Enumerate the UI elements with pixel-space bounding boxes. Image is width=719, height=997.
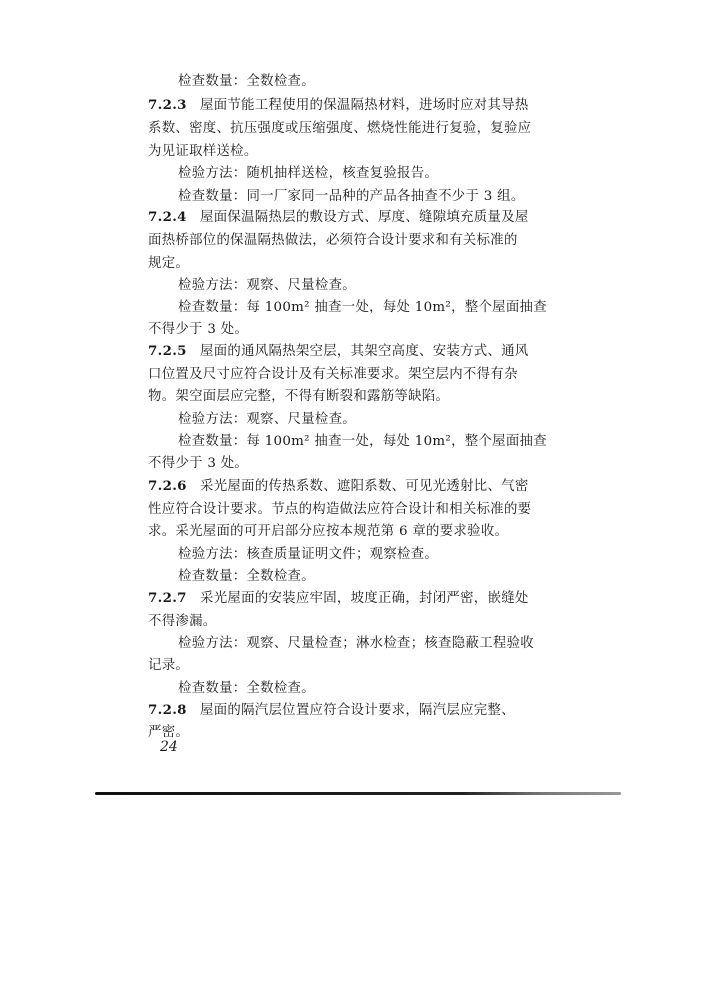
text-line: 面热桥部位的保温隔热做法，必须符合设计要求和有关标准的 xyxy=(148,233,518,248)
text-line: 为见证取样送检。 xyxy=(148,144,258,159)
text-line: 求。采光屋面的可开启部分应按本规范第 6 章的要求验收。 xyxy=(148,524,509,539)
text-line: 检验方法：随机抽样送检，核查复验报告。 xyxy=(178,166,439,181)
text-line: 检查数量：每 100m² 抽查一处，每处 10m²，整个屋面抽查 xyxy=(178,300,547,315)
text-line: 检验方法：观察、尺量检查；淋水检查；核查隐蔽工程验收 xyxy=(178,636,534,651)
clause-number: 7.2.6 xyxy=(148,478,187,494)
text-line: 不得渗漏。 xyxy=(148,614,217,629)
clause-number: 7.2.8 xyxy=(148,702,187,718)
text-line: 检验方法：核查质量证明文件；观察检查。 xyxy=(178,547,439,562)
text-line: 检查数量：每 100m² 抽查一处，每处 10m²，整个屋面抽查 xyxy=(178,434,547,449)
clause-number: 7.2.4 xyxy=(148,209,187,225)
text-line: 检验方法：观察、尺量检查。 xyxy=(178,278,356,293)
clause-heading-line: 7.2.7 采光屋面的安装应牢固，坡度正确，封闭严密，嵌缝处 xyxy=(148,587,568,610)
text-line: 检查数量：全数检查。 xyxy=(178,569,315,584)
text-line: 检查数量：同一厂家同一品种的产品各抽查不少于 3 组。 xyxy=(178,189,525,204)
clause-heading-line: 7.2.6 采光屋面的传热系数、遮阳系数、可见光透射比、气密 xyxy=(148,475,568,498)
clause-number: 7.2.5 xyxy=(148,343,187,359)
clause-heading-line: 7.2.5 屋面的通风隔热架空层，其架空高度、安装方式、通风 xyxy=(148,340,568,363)
text-line: 不得少于 3 处。 xyxy=(148,456,249,471)
text-line: 性应符合设计要求。节点的构造做法应符合设计和相关标准的要 xyxy=(148,502,532,517)
text-line: 规定。 xyxy=(148,256,190,271)
clause-heading-line: 7.2.3 屋面节能工程使用的保温隔热材料，进场时应对其导热 xyxy=(148,94,568,117)
clause-number: 7.2.3 xyxy=(148,97,187,113)
text-line: 记录。 xyxy=(148,658,190,673)
page-number: 24 xyxy=(160,739,178,755)
clause-number: 7.2.7 xyxy=(148,590,187,606)
clause-heading-line: 7.2.4 屋面保温隔热层的敷设方式、厚度、缝隙填充质量及屋 xyxy=(148,206,568,229)
text-line: 检验方法：观察、尺量检查。 xyxy=(178,412,356,427)
text-line: 系数、密度、抗压强度或压缩强度、燃烧性能进行复验，复验应 xyxy=(148,121,532,136)
clause-heading-line: 7.2.8 屋面的隔汽层位置应符合设计要求，隔汽层应完整、 xyxy=(148,699,568,722)
footer-rule xyxy=(95,792,621,795)
text-line: 不得少于 3 处。 xyxy=(148,322,249,337)
text-line: 检查数量：全数检查。 xyxy=(178,681,315,696)
text-line: 口位置及尺寸应符合设计及有关标准要求。架空层内不得有杂 xyxy=(148,367,518,382)
text-line: 严密。 xyxy=(148,725,190,740)
text-line: 物。架空面层应完整，不得有断裂和露筋等缺陷。 xyxy=(148,389,450,404)
text-line: 检查数量：全数检查。 xyxy=(178,74,315,89)
